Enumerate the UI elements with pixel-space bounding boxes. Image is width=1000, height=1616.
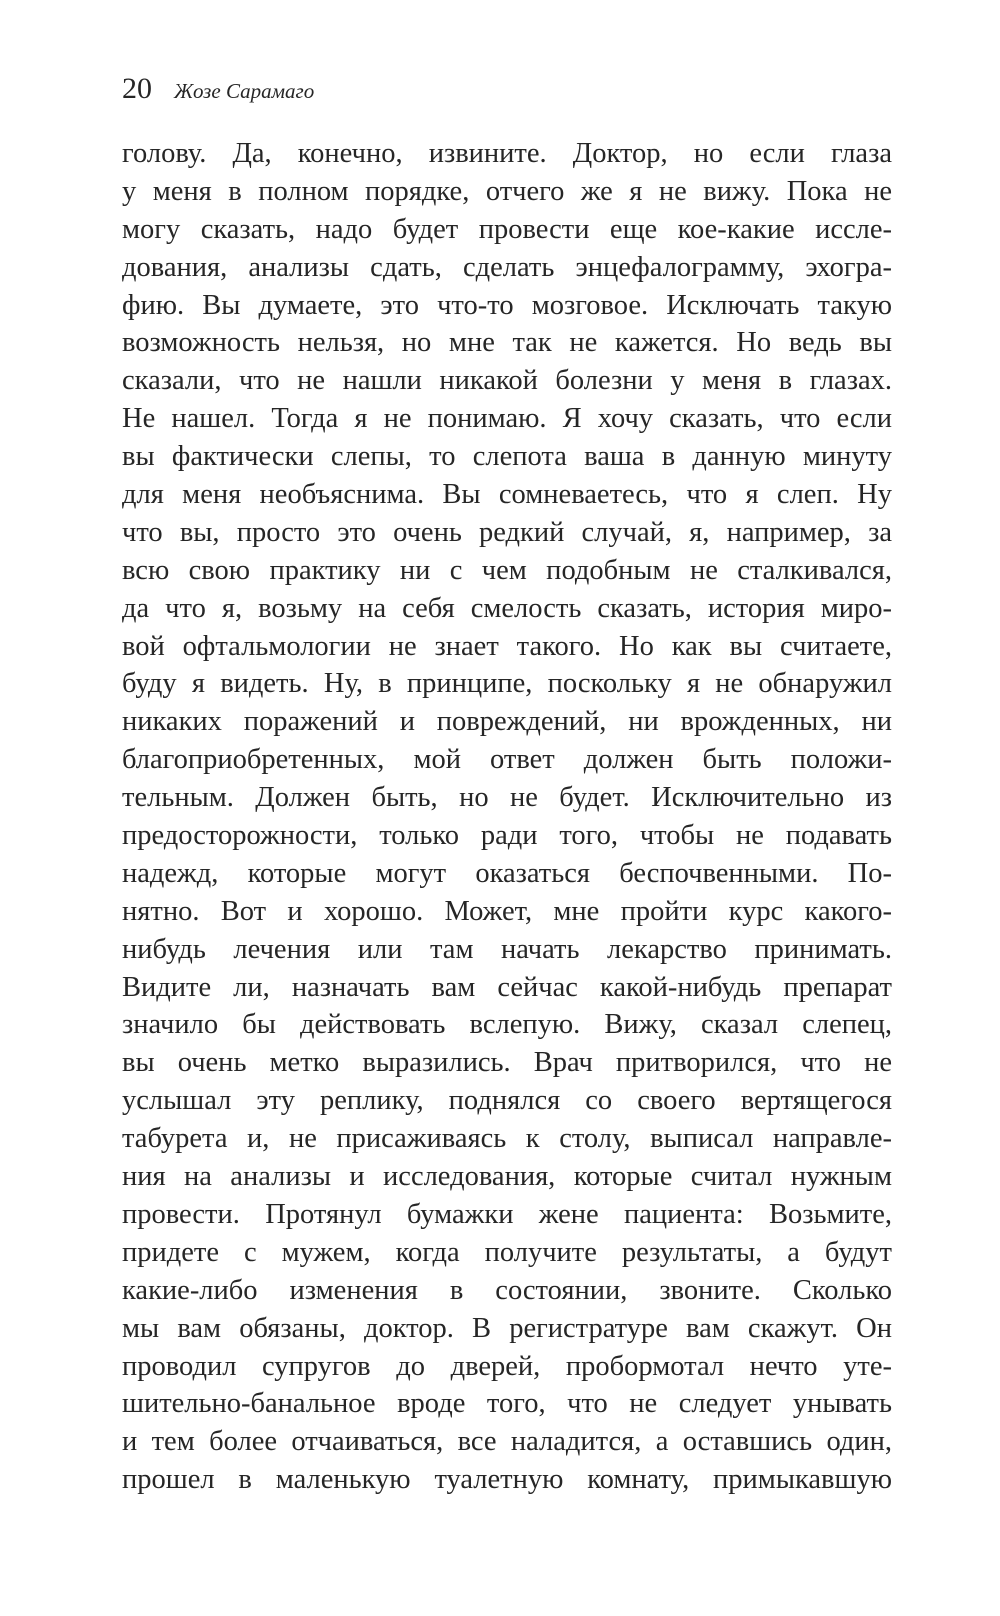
text-line: возможность нельзя, но мне так не кажется. Но ведь вы	[122, 327, 892, 359]
text-line: голову. Да, конечно, извините. Доктор, но если глаза	[122, 138, 892, 169]
text-line: вой офтальмологии не знает такого. Но как вы считаете,	[122, 630, 892, 662]
text-line: нибудь лечения или там начать лекарство принимать.	[122, 933, 892, 965]
text-line: у меня в полном порядке, отчего же я не вижу. Пока не	[122, 175, 892, 207]
text-line: дования, анализы сдать, сделать энцефалограмму, эхогра-	[122, 251, 892, 283]
text-line: и тем более отчаиваться, все наладится, а оставшись один,	[122, 1426, 892, 1458]
text-line: вы фактически слепы, то слепота ваша в данную минуту	[122, 441, 892, 473]
running-head	[122, 72, 314, 112]
text-line: прошел в маленькую туалетную комнату, примыкавшую	[122, 1464, 892, 1496]
text-line: проводил супругов до дверей, пробормотал нечто уте-	[122, 1350, 892, 1382]
text-line: сказали, что не нашли никакой болезни у меня в глазах.	[122, 365, 892, 397]
text-line: надежд, которые могут оказаться беспочвенными. По-	[122, 857, 892, 889]
text-line: никаких поражений и повреждений, ни врожденных, ни	[122, 706, 892, 738]
text-line: значило бы действовать вслепую. Вижу, сказал слепец,	[122, 1009, 892, 1041]
text-line: шительно-банальное вроде того, что не следует унывать	[122, 1388, 892, 1420]
text-line: всю свою практику ни с чем подобным не сталкивался,	[122, 554, 892, 586]
text-line: придете с мужем, когда получите результаты, а будут	[122, 1236, 892, 1268]
body-text	[122, 135, 892, 1499]
text-line: ния на анализы и исследования, которые считал нужным	[122, 1161, 892, 1193]
text-line: буду я видеть. Ну, в принципе, поскольку я не обнаружил	[122, 668, 892, 700]
book-author: Жозе Сарамаго	[174, 79, 315, 103]
text-line: какие-либо изменения в состоянии, звоните. Сколько	[122, 1274, 892, 1306]
text-line: тельным. Должен быть, но не будет. Исключительно из	[122, 782, 892, 814]
text-line: мы вам обязаны, доктор. В регистратуре вам скажут. Он	[122, 1312, 892, 1344]
text-line: предосторожности, только ради того, чтобы не подавать	[122, 820, 892, 852]
text-line: вы очень метко выразились. Врач притворился, что не	[122, 1047, 892, 1079]
text-line: для меня необъяснима. Вы сомневаетесь, что я слеп. Ну	[122, 479, 892, 511]
text-line: что вы, просто это очень редкий случай, я, например, за	[122, 516, 892, 548]
text-line: благоприобретенных, мой ответ должен быть положи-	[122, 744, 892, 776]
text-line: да что я, возьму на себя смелость сказать, история миро-	[122, 592, 892, 624]
text-line: фию. Вы думаете, это что-то мозговое. Исключать такую	[122, 289, 892, 321]
text-line: могу сказать, надо будет провести еще кое-какие иссле-	[122, 213, 892, 245]
page-number: 20	[122, 72, 152, 105]
text-line: провести. Протянул бумажки жене пациента: Возьмите,	[122, 1198, 892, 1230]
text-line: табурета и, не присаживаясь к столу, выписал направле-	[122, 1123, 892, 1155]
text-line: нятно. Вот и хорошо. Может, мне пройти курс какого-	[122, 895, 892, 927]
text-line: Видите ли, назначать вам сейчас какой-нибудь препарат	[122, 971, 892, 1003]
text-line: Не нашел. Тогда я не понимаю. Я хочу сказать, что если	[122, 403, 892, 435]
text-line: услышал эту реплику, поднялся со своего вертящегося	[122, 1085, 892, 1117]
